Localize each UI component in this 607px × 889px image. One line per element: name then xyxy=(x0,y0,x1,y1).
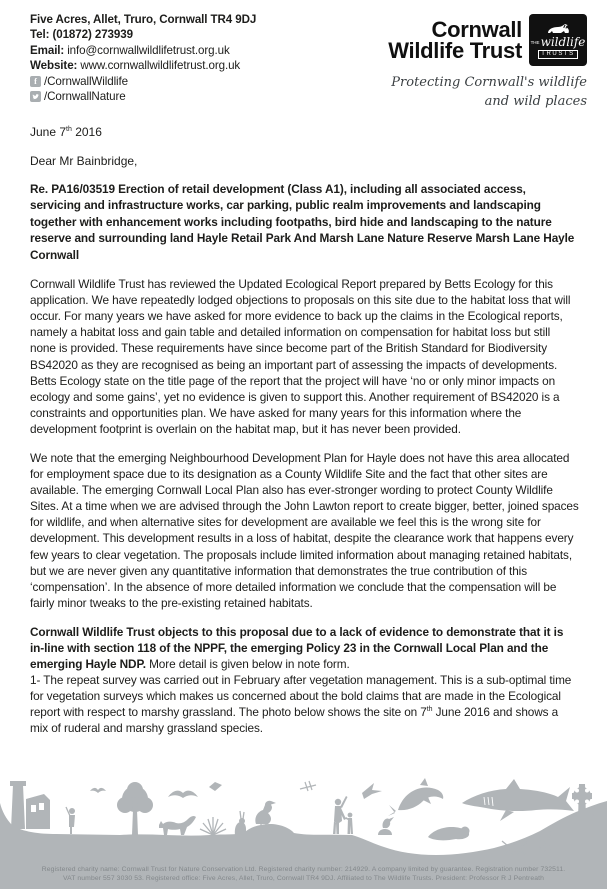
moth-icon xyxy=(209,782,222,791)
email-line xyxy=(30,43,256,58)
objection-paragraph xyxy=(30,624,579,672)
email-label: Email: xyxy=(30,43,65,57)
footer xyxy=(0,777,607,889)
birdwatcher-silhouette xyxy=(69,808,75,814)
twitter-handle: /CornwallNature xyxy=(44,90,126,104)
wildlife-trusts-badge xyxy=(529,14,587,66)
subject-line: Re. PA16/03519 Erection of retail development (Class A1), including all associated access, servicing and infrastructure works, car parking, public realm improvements and landscaping together with enhancement works including footpaths, bird hide and landscaping to the nature reserve and surrounding land Hayle Retail Park And Marsh Lane Nature Reserve Marsh Lane Hayle Cornwall xyxy=(30,182,575,262)
letter-body xyxy=(0,125,607,737)
fox-silhouette xyxy=(159,816,196,835)
email-value: info@cornwallwildlifetrust.org.uk xyxy=(67,43,230,57)
note-date-ordinal: th xyxy=(426,706,433,714)
gorse-shrub-silhouette xyxy=(200,817,226,835)
badge-the-text: THE xyxy=(530,39,540,45)
twitter-line xyxy=(30,89,256,104)
lighthouse-silhouette xyxy=(10,781,26,829)
facebook-line xyxy=(30,74,256,89)
gannet-icon xyxy=(362,783,382,799)
shark-silhouette xyxy=(462,779,574,821)
window-cutout xyxy=(39,803,44,810)
note-1: 1- The repeat survey was carried out in February after vegetation management. This is a sub-optimal time for vegetation surveys which makes us concerned about the bold claims that are made in the Ecological report with respect to marshy grassland. The photo below shows the site on 7th June 2016 and shows a mix of ruderal and marshy grassland species. xyxy=(30,673,572,736)
letterhead xyxy=(0,0,607,111)
legal-line-1: Registered charity name: Cornwall Trust for Nature Conservation Ltd. Registered charity number: 214929. A company limited by guarantee. Registration number 732511. xyxy=(41,865,566,873)
brand-title-line1: Cornwall xyxy=(431,17,522,42)
paragraph-2: We note that the emerging Neighbourhood Development Plan for Hayle does not have this area allocated for employment space due to its designation as a County Wildlife Site and the fact that other sites are available. The emerging Cornwall Local Plan also has ever-stronger wording to protect County Wildlife Sites. At a time when we are advised through the John Lawton report to create bigger, better, joined spaces for wildlife, and when alternative sites for development are available we feel this is the wrong site for development. This development results in a loss of habitat, despite the clearance work that happens every few years to clear vegetation. The proposals include limited information about managing retained habitats, but we are never given any quantitative information that demonstrates the true contribution of this ‘compensation’. In the absence of more detailed information we conclude that the compensation will be fairly minor tweaks to the pre-existing retained habitats. xyxy=(30,450,579,610)
hare-ears xyxy=(240,811,244,819)
contact-block xyxy=(30,12,256,104)
buzzard-icon xyxy=(168,791,198,798)
date-ordinal: th xyxy=(66,126,72,133)
seal-silhouette xyxy=(428,827,470,841)
telephone-line: Tel: (01872) 273939 xyxy=(30,28,133,42)
badge-wildlife-text: THEwildlife xyxy=(530,34,586,49)
dolphin-silhouette xyxy=(388,778,443,816)
brand-block xyxy=(388,14,587,111)
brand-title-line2: Wildlife Trust xyxy=(388,38,522,63)
paragraph-1: Cornwall Wildlife Trust has reviewed the Updated Ecological Report prepared by Betts Ecology for this application. We have repeatedly lodged objections to proposals on this site due to the habitat loss that will occur. For many years we have asked for more evidence to back up the claims in the Ecological reports, namely a habitat loss and gain table and detailed information on compensation for habitat loss but still none is provided. These requirements have since become part of the British Standard for Biodiversity BS42020 as they are recognised as being an important part of assessing the impacts of developments. Betts Ecology state on the title page of the report that the project will have ‘no or only minor impacts on ecology and some gains’, yet no evidence is given to support this. Another requirement of BS42020 is a constraints and opportunities plan. We have asked for many years for this information where the development footprint is overlain on the habitat map, but it has never been provided. xyxy=(30,277,571,436)
facebook-handle: /CornwallWildlife xyxy=(44,74,128,88)
website-label: Website: xyxy=(30,59,78,73)
tagline-line1: Protecting Cornwall's wildlife xyxy=(391,75,587,90)
swallow-icon xyxy=(90,788,106,793)
facebook-icon: f xyxy=(30,76,41,87)
chough-silhouette xyxy=(255,801,276,824)
legal-text xyxy=(0,865,607,884)
people-silhouette xyxy=(333,796,353,834)
letter-date: June 7th 2016 xyxy=(30,125,102,139)
website-value: www.cornwallwildlifetrust.org.uk xyxy=(80,59,241,73)
objection-statement: Cornwall Wildlife Trust objects to this proposal due to a lack of evidence to demonstrate that it is in-line with section 118 of the NPPF, the emerging Policy 23 in the Cornwall Local Plan and the emerging Hayle NDP. xyxy=(30,624,564,672)
kingfisher-silhouette xyxy=(383,817,394,828)
hare-silhouette xyxy=(235,822,246,835)
twitter-icon xyxy=(30,91,41,102)
engine-house-silhouette xyxy=(26,794,50,829)
badge-trusts-text: TRUSTS xyxy=(538,50,578,59)
tagline xyxy=(391,73,587,111)
address-line: Five Acres, Allet, Truro, Cornwall TR4 9DJ xyxy=(30,13,257,26)
tagline-line2: and wild places xyxy=(484,94,587,109)
rock-silhouette xyxy=(378,829,392,835)
website-line xyxy=(30,58,256,73)
salutation: Dear Mr Bainbridge, xyxy=(30,154,138,168)
brand-title xyxy=(388,19,522,61)
dragonfly-icon xyxy=(300,781,316,791)
window-cutout xyxy=(31,805,36,812)
objection-detail: More detail is given below in note form. xyxy=(145,657,350,672)
tree-silhouette xyxy=(117,782,153,835)
legal-line-2: VAT number 557 3030 53. Registered office: Five Acres, Allet, Truro, Cornwall TR4 9DJ. Affiliated to The Wildlife Trusts. President: Professor R J Pentreath xyxy=(63,875,544,883)
